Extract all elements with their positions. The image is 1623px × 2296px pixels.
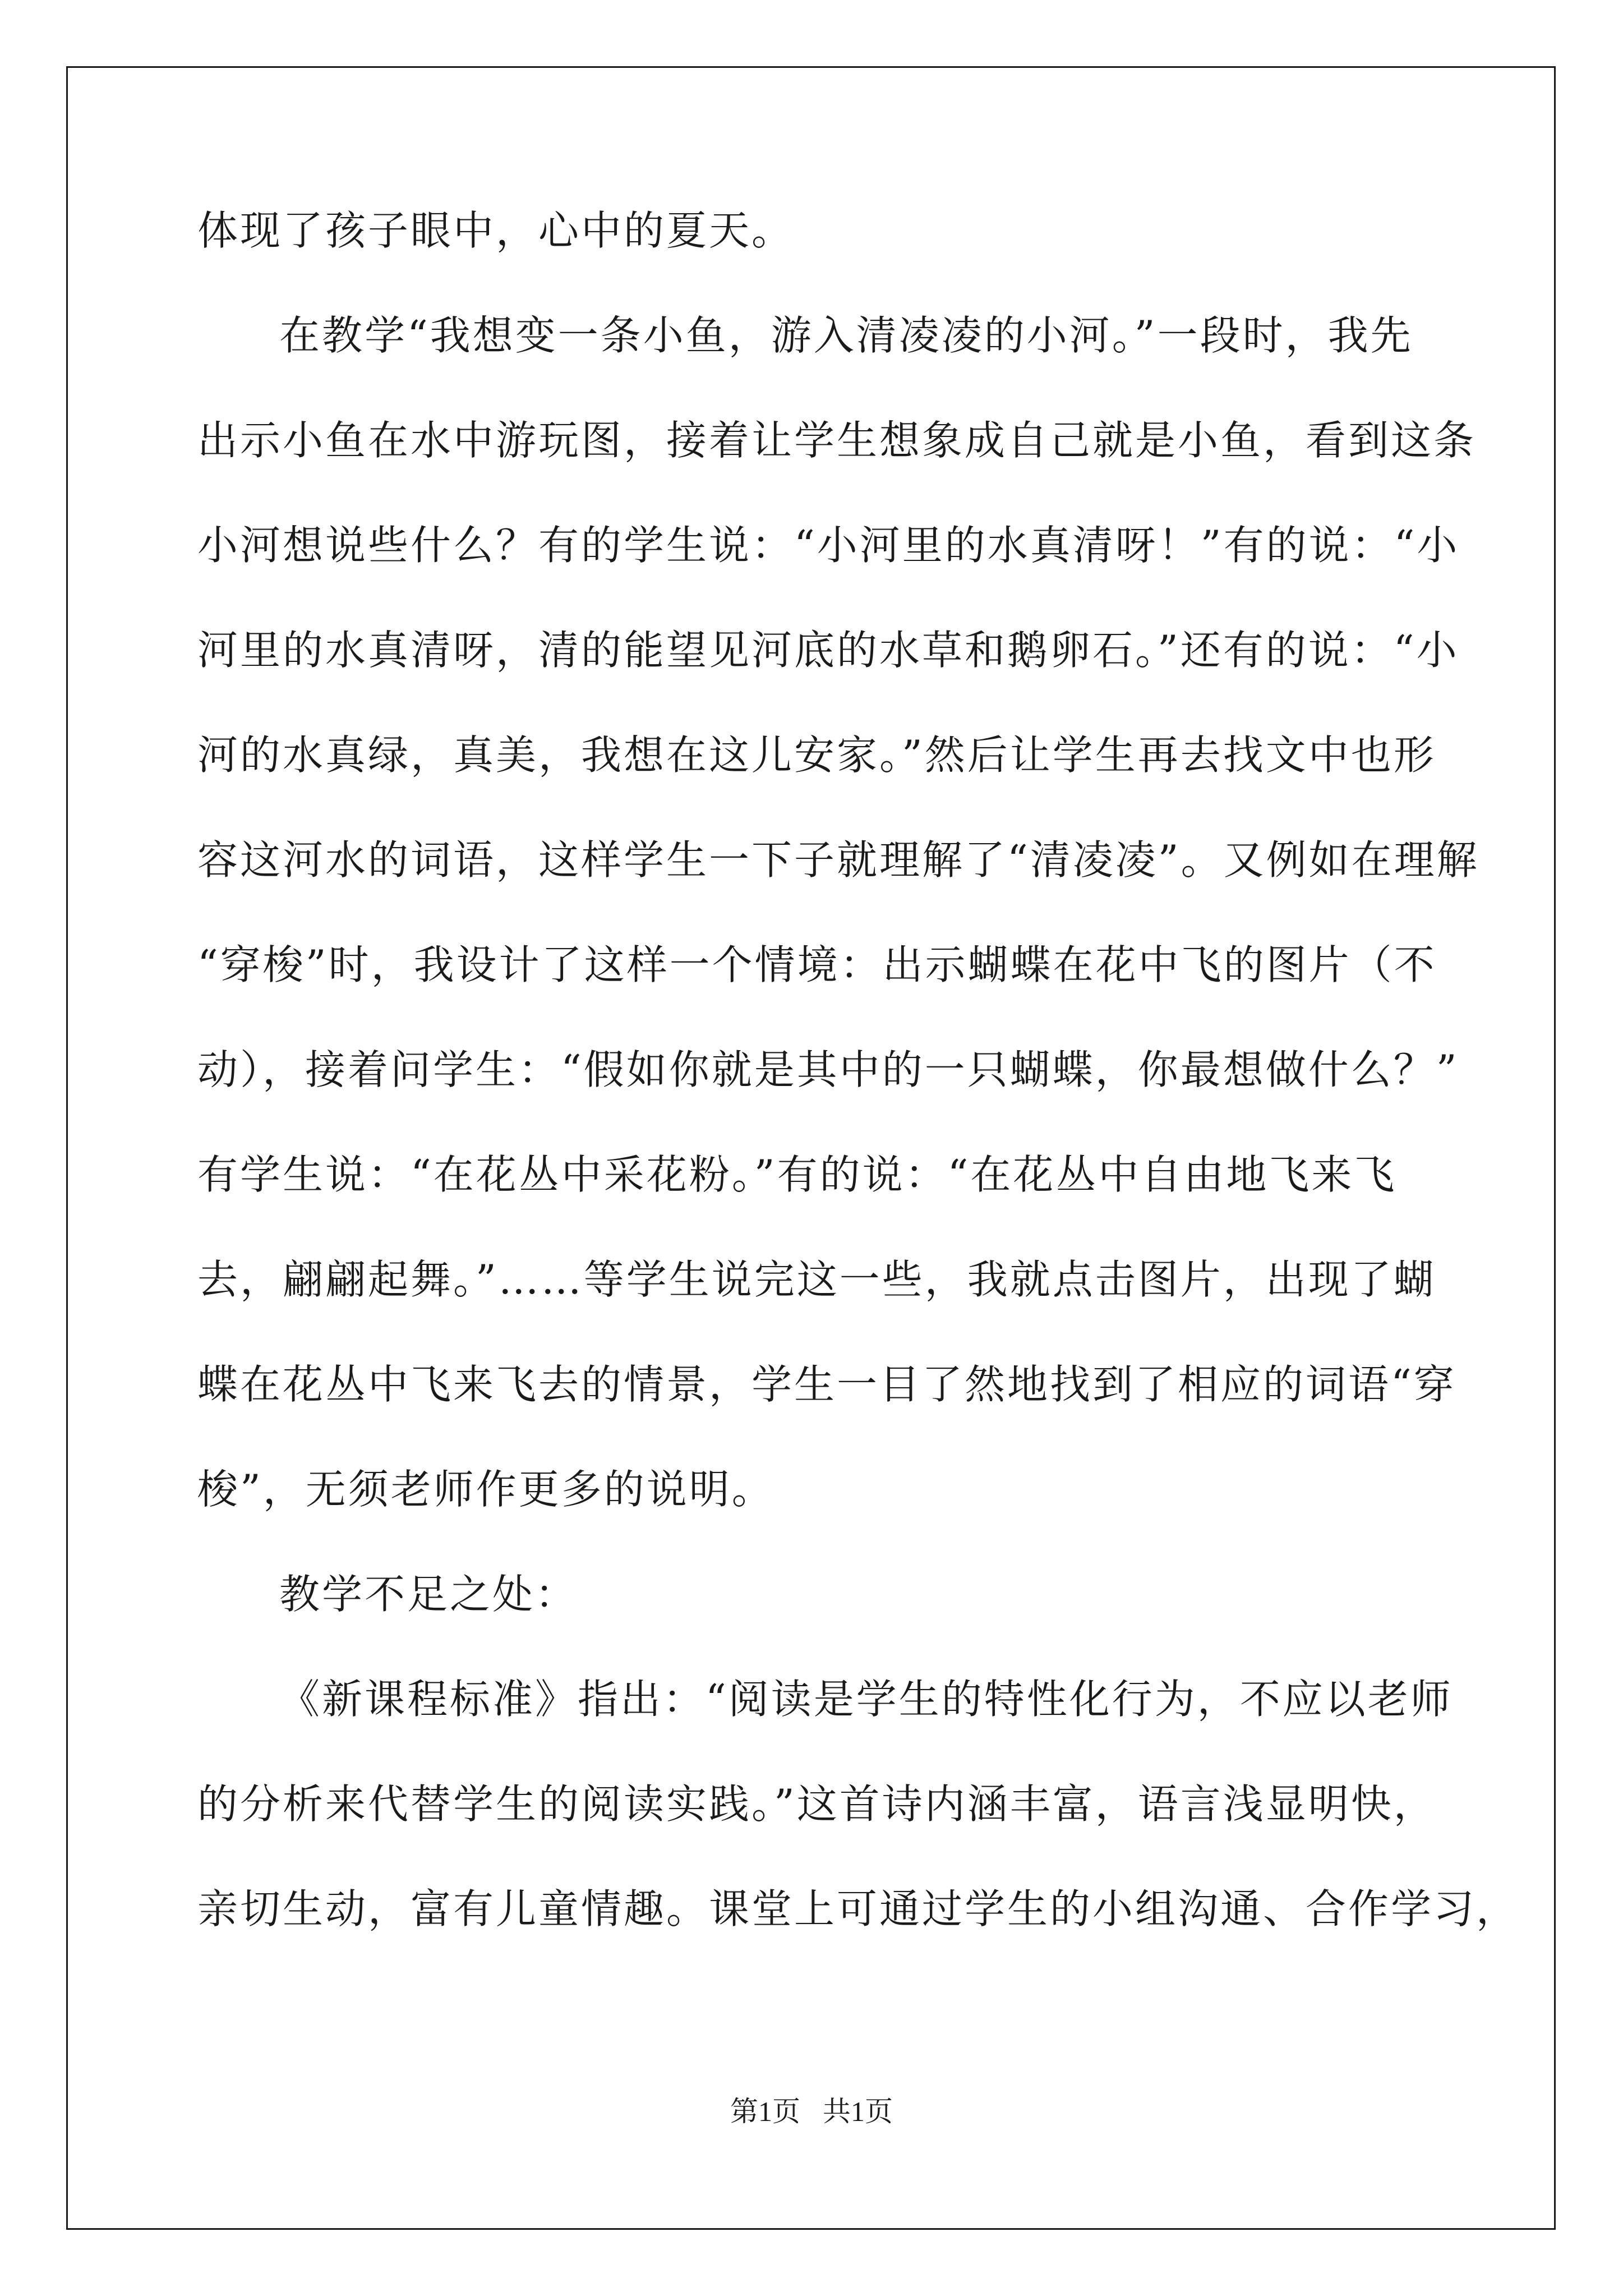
text-line: 体现了孩子眼中，心中的夏天。	[197, 207, 795, 254]
section-heading: 教学不足之处：	[279, 1571, 578, 1618]
text-line: 去，翩翩起舞。”……等学生说完这一些，我就点击图片，出现了蝴	[197, 1256, 1436, 1303]
document-body	[197, 203, 1519, 1986]
page-total: 共1页	[823, 2096, 893, 2127]
page-footer	[0, 2095, 1623, 2128]
text-line: “穿梭”时，我设计了这样一个情境：出示蝴蝶在花中飞的图片（不	[197, 941, 1437, 988]
text-line: 有学生说：“在花丛中采花粉。”有的说：“在花丛中自由地飞来飞	[197, 1151, 1397, 1198]
text-line: 小河想说些什么？有的学生说：“小河里的水真清呀！”有的说：“小	[197, 522, 1460, 569]
text-line: 河的水真绿，真美，我想在这儿安家。”然后让学生再去找文中也形	[197, 731, 1436, 779]
text-line: 梭”，无须老师作更多的说明。	[197, 1466, 774, 1513]
text-line: 出示小鱼在水中游玩图，接着让学生想象成自己就是小鱼，看到这条	[197, 417, 1477, 464]
text-line: 动），接着问学生：“假如你就是其中的一只蝴蝶，你最想做什么？”	[197, 1046, 1459, 1093]
text-line: 亲切生动，富有儿童情趣。课堂上可通过学生的小组沟通、合作学习，	[197, 1885, 1519, 1932]
text-line: 蝶在花丛中飞来飞去的情景，学生一目了然地找到了相应的词语“穿	[197, 1361, 1456, 1408]
page-number: 第1页	[730, 2096, 800, 2127]
paragraph-start-line: 《新课程标准》指出：“阅读是学生的特性化行为，不应以老师	[279, 1676, 1453, 1723]
text-line: 河里的水真清呀，清的能望见河底的水草和鹅卵石。”还有的说：“小	[197, 627, 1459, 674]
text-line: 的分析来代替学生的阅读实践。”这首诗内涵丰富，语言浅显明快，	[197, 1780, 1436, 1828]
paragraph-start-line: 在教学“我想变一条小鱼，游入清凌凌的小河。”一段时，我先	[279, 312, 1413, 359]
text-line: 容这河水的词语，这样学生一下子就理解了“清凌凌”。又例如在理解	[197, 836, 1479, 884]
